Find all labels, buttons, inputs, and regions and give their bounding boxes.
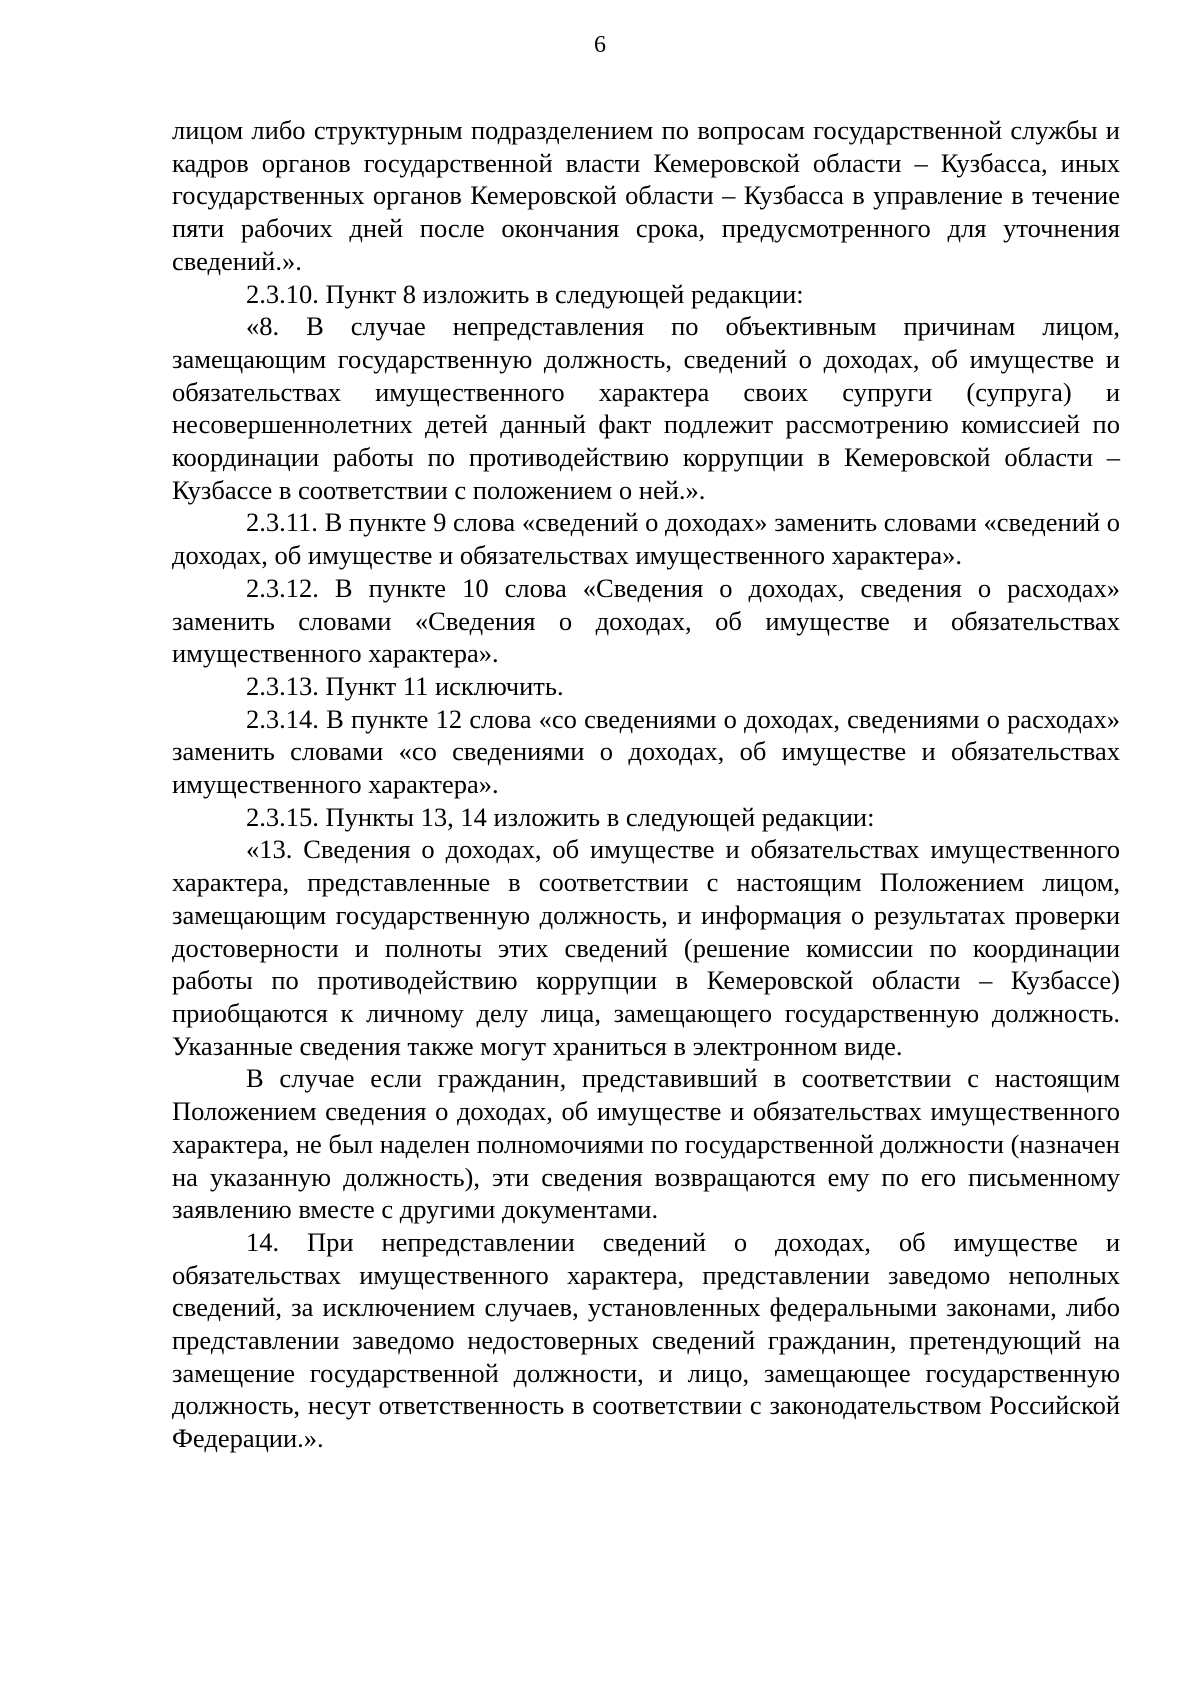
paragraph-2-3-11: 2.3.11. В пункте 9 слова «сведений о доходах» заменить словами «сведений о доходах, об имуществе и обязательствах имущественного характера». — [172, 507, 1120, 571]
document-body — [172, 114, 1120, 1455]
paragraph-2-3-10: 2.3.10. Пункт 8 изложить в следующей редакции: — [246, 278, 804, 309]
paragraph-2-3-15: 2.3.15. Пункты 13, 14 изложить в следующей редакции: — [246, 801, 875, 832]
paragraph-item-8: «8. В случае непредставления по объективным причинам лицом, замещающим государственную должность, сведений о доходах, об имуществе и обязательствах имущественного характера своих супруги (супруга) и несовершеннолетних детей данный факт подлежит рассмотрению комиссией по координации работы по противодействию коррупции в Кемеровской области – Кузбассе в соответствии с положением о ней.». — [172, 311, 1120, 505]
page-number: 6 — [594, 32, 606, 58]
paragraph-2-3-13: 2.3.13. Пункт 11 исключить. — [246, 670, 564, 701]
paragraph-2-3-12: 2.3.12. В пункте 10 слова «Сведения о доходах, сведения о расходах» заменить словами «Сведения о доходах, об имуществе и обязательствах имущественного характера». — [172, 572, 1120, 669]
paragraph-item-14: 14. При непредставлении сведений о доходах, об имуществе и обязательствах имущественного характера, представлении заведомо неполных сведений, за исключением случаев, установленных федеральными законами, либо представлении заведомо недостоверных сведений гражданин, претендующий на замещение государственной должности, и лицо, замещающее государственную должность, несут ответственность в соответствии с законодательством Российской Федерации.». — [172, 1226, 1120, 1454]
paragraph-item-13-second: В случае если гражданин, представивший в соответствии с настоящим Положением сведения о доходах, об имуществе и обязательствах имущественного характера, не был наделен полномочиями по государственной должности (назначен на указанную должность), эти сведения возвращаются ему по его письменному заявлению вместе с другими документами. — [172, 1063, 1120, 1225]
paragraph-item-13: «13. Сведения о доходах, об имуществе и обязательствах имущественного характера, представленные в соответствии с настоящим Положением лицом, замещающим государственную должность, и информация о результатах проверки достоверности и полноты этих сведений (решение комиссии по координации работы по противодействию коррупции в Кемеровской области – Кузбассе) приобщаются к личному делу лица, замещающего государственную должность. Указанные сведения также могут храниться в электронном виде. — [172, 834, 1120, 1061]
paragraph-2-3-14: 2.3.14. В пункте 12 слова «со сведениями о доходах, сведениями о расходах» заменить словами «со сведениями о доходах, об имуществе и обязательствах имущественного характера». — [172, 703, 1120, 800]
paragraph-continuation: лицом либо структурным подразделением по вопросам государственной службы и кадров органов государственной власти Кемеровской области – Кузбасса, иных государственных органов Кемеровской области – Кузбасса в управление в течение пяти рабочих дней после окончания срока, предусмотренного для уточнения сведений.». — [172, 115, 1120, 276]
